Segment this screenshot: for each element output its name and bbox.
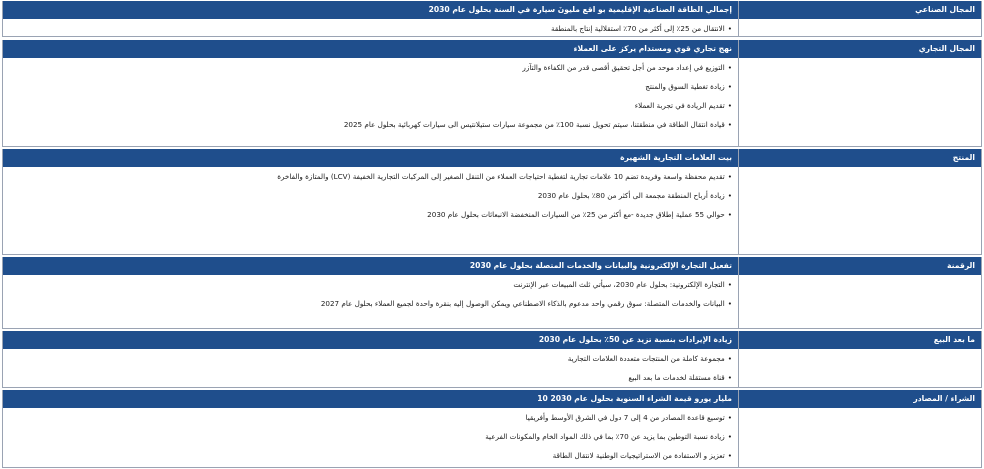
label-band <box>739 149 981 167</box>
list-item: • البيانات والخدمات المتصلة: سوق رقمي واحد مدعوم بالذكاء الاصطناعي ويمكن الوصول إليه بنقرة واحدة لجميع العملاء بحلول عام 2027 <box>3 294 732 313</box>
label-cell <box>738 1 982 37</box>
bullet-list <box>3 275 738 313</box>
row-heading: 10 مليار يورو قيمة الشراء السنوية بحلول عام 2030 <box>3 390 738 408</box>
row-heading: تفعيل التجارة الإلكترونية والبيانات والخدمات المتصلة بحلول عام 2030 <box>3 257 738 275</box>
row-label: الرقمنة <box>947 261 975 270</box>
table-row-procurement <box>0 390 984 468</box>
content-cell <box>2 257 738 329</box>
row-heading: زيادة الإيرادات بنسبة تزيد عن 50٪ بحلول عام 2030 <box>3 331 738 349</box>
list-item: • التوزيع في إعداد موحد من أجل تحقيق أقصى قدر من الكفاءة والتآزر <box>3 58 732 77</box>
content-cell <box>2 390 738 468</box>
label-cell <box>738 257 982 329</box>
row-label: الشراء / المصادر <box>913 394 975 403</box>
list-item: • تقديم الريادة في تجربة العملاء <box>3 96 732 115</box>
bullet-list <box>3 408 738 465</box>
content-cell <box>2 40 738 147</box>
list-item: • التجارة الإلكترونية: بحلول عام 2030، سيأتي ثلث المبيعات عبر الإنترنت <box>3 275 732 294</box>
list-item: • قيادة انتقال الطاقة في منطقتنا، سيتم تحويل نسبة 100٪ من مجموعة سيارات ستيلانتيس الى سيارات كهربائية بحلول عام 2025 <box>3 115 732 134</box>
list-item: • زيادة تغطية السوق والمنتج <box>3 77 732 96</box>
table-row-after-sales <box>0 331 984 388</box>
bullet-list <box>3 19 738 38</box>
list-item: • توسيع قاعدة المصادر من 4 إلى 7 دول في الشرق الأوسط وأفريقيا <box>3 408 732 427</box>
table-row-product <box>0 149 984 255</box>
list-item: • الانتقال من 25٪ إلى أكثر من 70٪ استقلالية إنتاج بالمنطقة <box>3 19 732 38</box>
row-heading: نهج تجاري قوي ومستدام يركز على العملاء <box>3 40 738 58</box>
row-label: المجال الصناعي <box>915 5 975 14</box>
table-row-industrial <box>0 1 984 37</box>
content-cell <box>2 331 738 388</box>
list-item: • زيادة نسبة التوطين بما يزيد عن 70٪ بما في ذلك المواد الخام والمكونات الفرعية <box>3 427 732 446</box>
list-item: • تعزيز و الاستفادة من الاستراتيجيات الوطنية لانتقال الطاقة <box>3 446 732 465</box>
label-cell <box>738 40 982 147</box>
bullet-list <box>3 58 738 134</box>
row-label: المجال التجاري <box>918 44 975 53</box>
label-cell <box>738 149 982 255</box>
bullet-list <box>3 349 738 387</box>
label-cell <box>738 390 982 468</box>
row-heading: إجمالي الطاقة الصناعية الإقليمية بو اقع مليونَ سيارة في السنة بحلول عام 2030 <box>3 1 738 19</box>
row-label: المنتج <box>952 153 975 162</box>
bullet-list <box>3 167 738 224</box>
table-row-commercial <box>0 40 984 147</box>
table-row-digital <box>0 257 984 329</box>
list-item: • مجموعة كاملة من المنتجات متعددة العلامات التجارية <box>3 349 732 368</box>
label-cell <box>738 331 982 388</box>
row-label: ما بعد البيع <box>933 335 975 344</box>
content-cell <box>2 1 738 37</box>
list-item: • حوالي 55 عملية إطلاق جديدة -مع أكثر من 25٪ من السيارات المنخفضة الانبعاثات بحلول عام 2030 <box>3 205 732 224</box>
list-item: • تقديم محفظة واسعة وفريدة تضم 10 علامات تجارية لتغطية احتياجات العملاء من التنقل الصغير إلى المركبات التجارية الخفيفة (LCV) والمتازة والفاخرة <box>3 167 732 186</box>
content-cell <box>2 149 738 255</box>
row-heading: بيت العلامات التجارية الشهيرة <box>3 149 738 167</box>
list-item: • قناة مستقلة لخدمات ما بعد البيع <box>3 368 732 387</box>
label-band <box>739 257 981 275</box>
list-item: • زيادة أرباح المنطقة مجمعة الى أكثر من 80٪ بحلول عام 2030 <box>3 186 732 205</box>
